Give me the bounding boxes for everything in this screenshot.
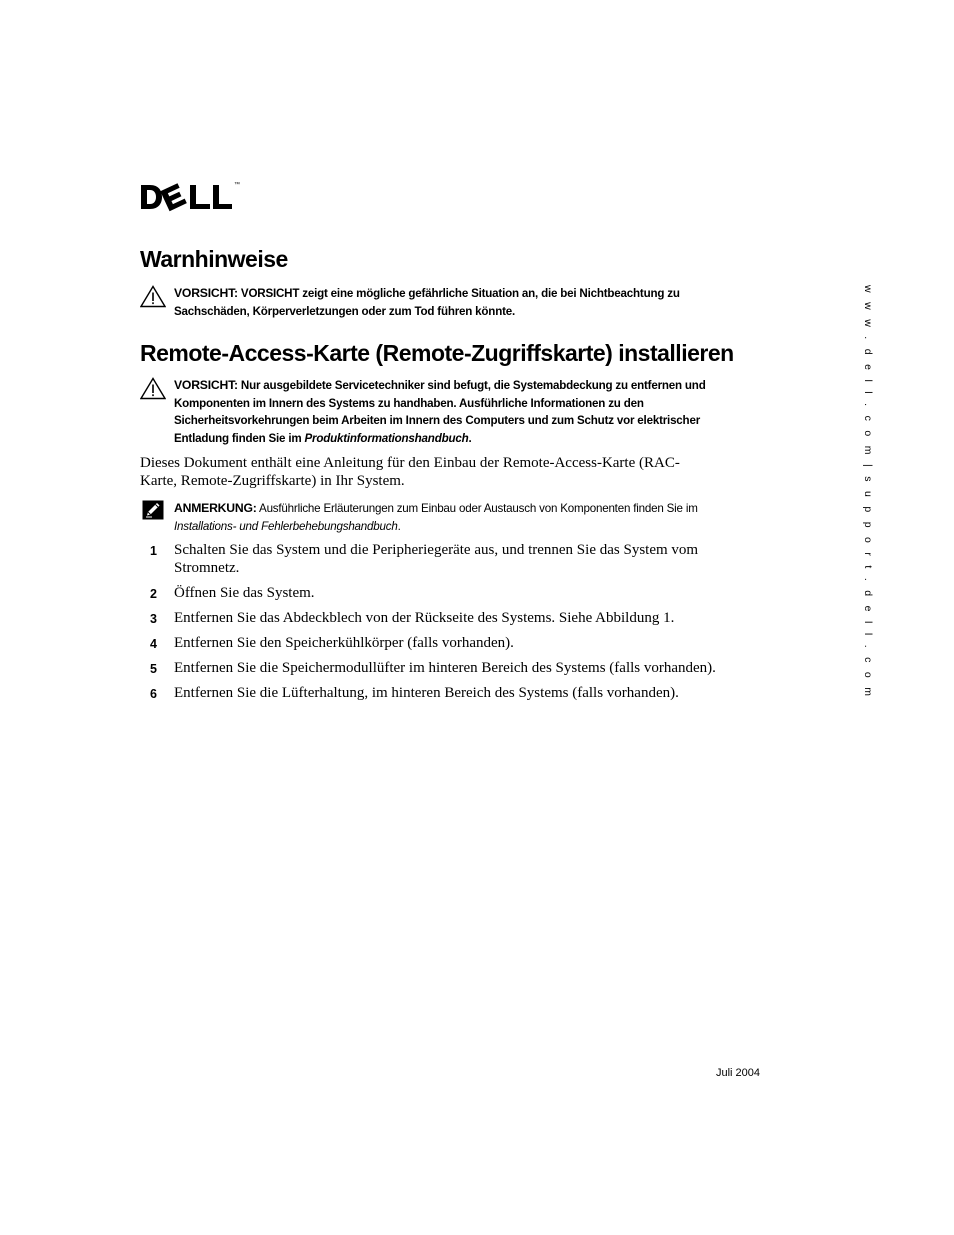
- list-item: [140, 609, 760, 627]
- caution-label: VORSICHT:: [174, 378, 238, 392]
- caution-body: Nur ausgebildete Servicetechniker sind befugt, die Systemabdeckung zu entfernen und Komponenten im Innern des Systems zu handhaben. Ausführliche Informationen zu den Sicherheitsvorkehrungen beim Arbeiten im Innern des Computers und zum Schutz vor elektrischer Entladung finden Sie im: [174, 379, 706, 445]
- step-text: Entfernen Sie die Lüfterhaltung, im hinteren Bereich des Systems (falls vorhanden).: [174, 685, 679, 701]
- step-number: 1: [150, 544, 157, 558]
- step-number: 4: [150, 637, 157, 651]
- list-item: [140, 659, 760, 677]
- section-title-warnings: Warnhinweise: [140, 246, 288, 272]
- note-pencil-icon: [142, 500, 164, 525]
- list-item: [140, 584, 760, 602]
- installation-steps: [140, 541, 760, 709]
- caution-notice: [140, 377, 740, 447]
- caution-text: [174, 285, 740, 320]
- list-item: [140, 541, 760, 577]
- step-text: Entfernen Sie die Speichermodullüfter im hinteren Bereich des Systems (falls vorhanden).: [174, 660, 716, 676]
- caution-end: .: [468, 431, 472, 445]
- step-number: 2: [150, 587, 157, 601]
- step-number: 5: [150, 662, 157, 676]
- caution-notice: [140, 285, 740, 320]
- caution-text: [174, 377, 740, 447]
- step-number: 3: [150, 612, 157, 626]
- note-text: [174, 500, 740, 535]
- note-notice: [140, 500, 740, 535]
- step-text: Öffnen Sie das System.: [174, 585, 315, 601]
- sidebar-url: w w w . d e l l . c o m | s u p p o r t . d e l l . c o m: [862, 285, 874, 700]
- note-end: .: [397, 519, 401, 533]
- trademark-symbol: ™: [234, 182, 240, 188]
- step-number: 6: [150, 687, 157, 701]
- book-reference: Installations- und Fehlerbehebungshandbuch: [174, 519, 398, 533]
- list-item: [140, 684, 760, 702]
- step-text: Entfernen Sie den Speicherkühlkörper (falls vorhanden).: [174, 635, 514, 651]
- intro-paragraph: Dieses Dokument enthält eine Anleitung für den Einbau der Remote-Access-Karte (RAC-Karte, Remote-Zugriffskarte) in Ihr System.: [140, 455, 680, 489]
- note-body: Ausführliche Erläuterungen zum Einbau oder Austausch von Komponenten finden Sie im: [259, 502, 698, 515]
- publication-date: Juli 2004: [716, 1067, 761, 1079]
- caution-triangle-icon: [140, 285, 166, 313]
- step-text: Entfernen Sie das Abdeckblech von der Rückseite des Systems. Siehe Abbildung 1.: [174, 610, 675, 626]
- caution-label: VORSICHT:: [174, 286, 238, 300]
- caution-triangle-icon: [140, 377, 166, 405]
- note-label: ANMERKUNG:: [174, 501, 257, 515]
- book-reference: Produktinformationshandbuch: [304, 431, 469, 445]
- list-item: [140, 634, 760, 652]
- dell-logo: [140, 182, 244, 212]
- caution-body: VORSICHT zeigt eine mögliche gefährliche Situation an, die bei Nichtbeachtung zu Sachschäden, Körperverletzungen oder zum Tod führen könnte.: [174, 287, 680, 318]
- section-title-install: Remote-Access-Karte (Remote-Zugriffskarte) installieren: [140, 340, 734, 366]
- dell-logo-mark: [140, 182, 244, 212]
- step-text: Schalten Sie das System und die Peripheriegeräte aus, und trennen Sie das System vom Stromnetz.: [174, 542, 699, 576]
